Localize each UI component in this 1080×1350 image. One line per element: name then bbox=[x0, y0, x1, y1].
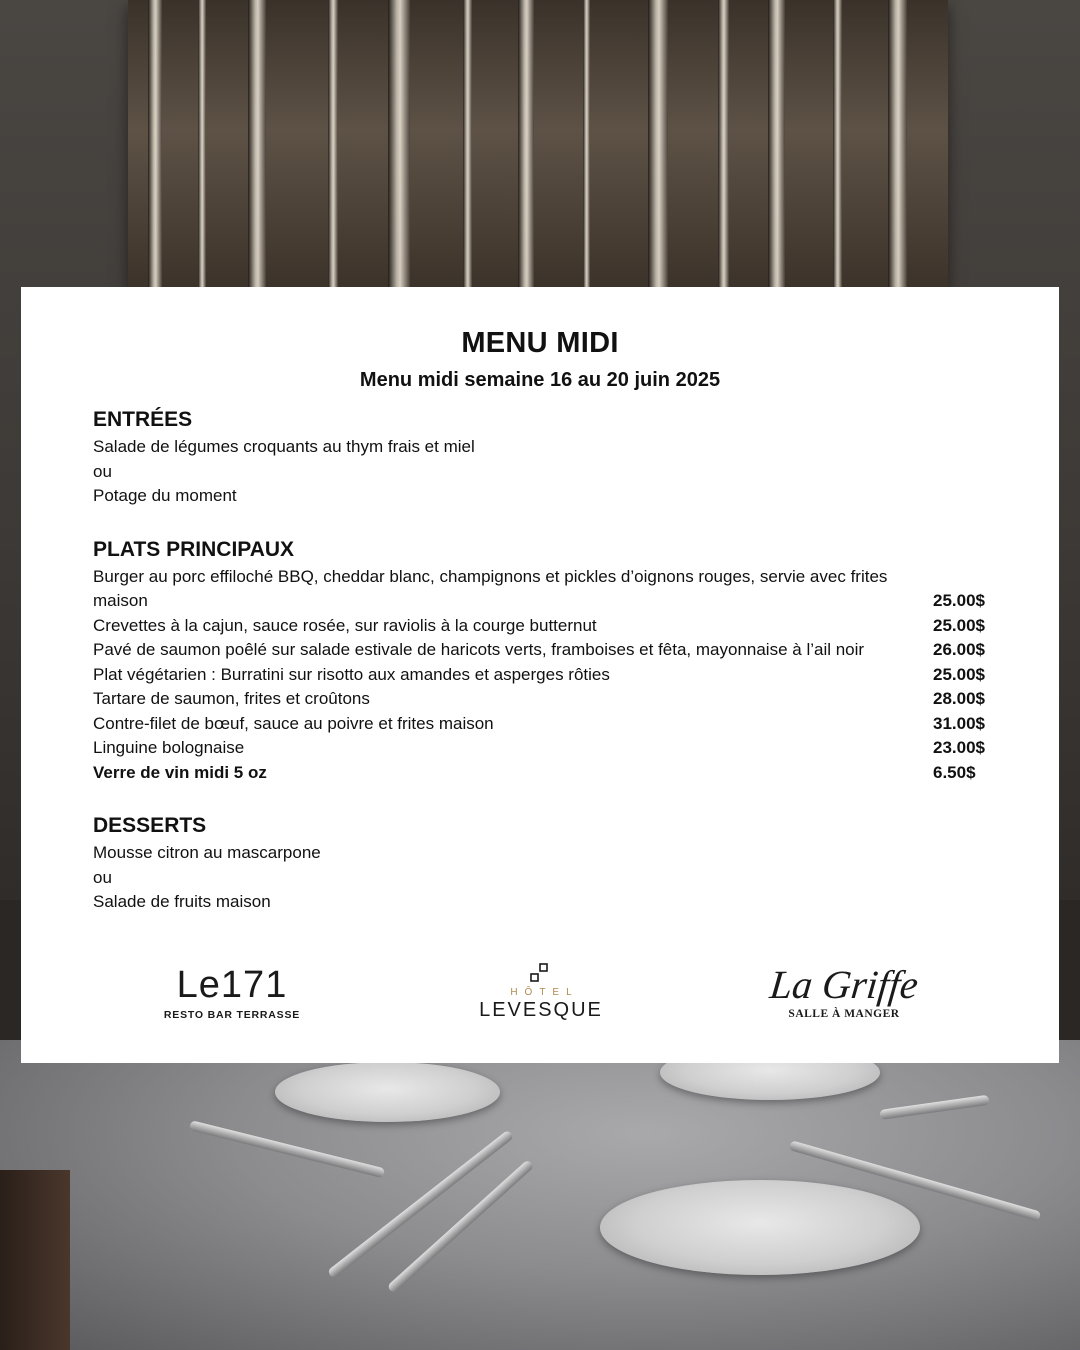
entree-line: Potage du moment bbox=[93, 486, 237, 505]
menu-item bbox=[93, 565, 993, 614]
painting-tree bbox=[833, 0, 842, 290]
saucer bbox=[275, 1062, 500, 1122]
hotel-squares-icon bbox=[526, 963, 556, 985]
menu-card bbox=[21, 287, 1059, 1063]
painting-tree bbox=[518, 0, 534, 290]
menu-item-description: Verre de vin midi 5 oz bbox=[93, 762, 267, 782]
hotel-levesque-logo bbox=[461, 963, 621, 1021]
painting-tree bbox=[648, 0, 668, 290]
menu-item-price: 6.50$ bbox=[933, 762, 976, 782]
painting-tree bbox=[718, 0, 729, 290]
la-griffe-logo bbox=[759, 963, 929, 1020]
menu-item-wine bbox=[93, 761, 993, 786]
section-heading-plats: PLATS PRINCIPAUX bbox=[93, 537, 295, 561]
le171-logo-wordmark: Le171 bbox=[176, 964, 288, 1006]
menu-item-description: Plat végétarien : Burratini sur risotto aux amandes et asperges rôties bbox=[93, 664, 610, 684]
section-heading-desserts: DESSERTS bbox=[93, 814, 207, 837]
menu-item bbox=[93, 663, 993, 688]
dining-table bbox=[0, 1040, 1080, 1350]
dessert-line: Mousse citron au mascarpone bbox=[93, 843, 321, 862]
menu-item-price: 28.00$ bbox=[933, 689, 985, 708]
painting-tree bbox=[388, 0, 410, 290]
menu-content bbox=[93, 405, 993, 915]
la-griffe-logo-tagline: SALLE À MANGER bbox=[788, 1008, 900, 1020]
painting-tree bbox=[888, 0, 907, 290]
menu-item-description: Contre-filet de bœuf, sauce au poivre et frites maison bbox=[93, 713, 494, 733]
dinner-plate bbox=[600, 1180, 920, 1275]
le171-logo bbox=[147, 963, 317, 1021]
menu-subtitle: Menu midi semaine 16 au 20 juin 2025 bbox=[359, 369, 721, 391]
la-griffe-logo-wordmark: La Griffe bbox=[767, 962, 921, 1007]
chair bbox=[0, 1170, 70, 1350]
painting-tree bbox=[463, 0, 472, 290]
painting-tree bbox=[768, 0, 785, 290]
hotel-logo-name: LEVESQUE bbox=[479, 999, 603, 1021]
menu-item-description: Burger au porc effiloché BBQ, cheddar blanc, champignons et pickles d’oignons rouges, servie avec frites maison bbox=[93, 566, 888, 610]
menu-item-description: Linguine bolognaise bbox=[93, 738, 245, 757]
menu-item bbox=[93, 687, 993, 712]
menu-item-price: 31.00$ bbox=[933, 713, 985, 733]
painting-tree bbox=[248, 0, 266, 290]
birch-tree-painting bbox=[128, 0, 948, 290]
menu-item-description: Tartare de saumon, frites et croûtons bbox=[93, 689, 370, 708]
menu-item-price: 25.00$ bbox=[933, 591, 985, 610]
menu-item-price: 25.00$ bbox=[933, 615, 985, 635]
section-heading-entrees: ENTRÉES bbox=[93, 408, 193, 431]
menu-item bbox=[93, 638, 993, 663]
dessert-line: Salade de fruits maison bbox=[93, 892, 271, 911]
menu-item-description: Pavé de saumon poêlé sur salade estivale de haricots verts, framboises et fêta, mayonnaise à l’ail noir bbox=[93, 640, 865, 659]
menu-item bbox=[93, 736, 993, 761]
menu-item-description: Crevettes à la cajun, sauce rosée, sur raviolis à la courge butternut bbox=[93, 615, 597, 635]
painting-tree bbox=[583, 0, 590, 290]
painting-tree bbox=[198, 0, 206, 290]
menu-item-price: 26.00$ bbox=[933, 640, 985, 659]
menu-item bbox=[93, 614, 993, 639]
logo-bar bbox=[21, 963, 1059, 1043]
painting-tree bbox=[328, 0, 338, 290]
menu-item-price: 25.00$ bbox=[933, 664, 985, 684]
menu-title: MENU MIDI bbox=[461, 327, 619, 359]
hotel-logo-small-text: HÔTEL bbox=[510, 987, 579, 998]
menu-item-price: 23.00$ bbox=[933, 738, 985, 757]
painting-tree bbox=[148, 0, 162, 290]
dessert-line: ou bbox=[93, 867, 112, 887]
le171-logo-tagline: RESTO BAR TERRASSE bbox=[163, 1009, 301, 1021]
entree-line: Salade de légumes croquants au thym frais et miel bbox=[93, 437, 475, 456]
menu-item bbox=[93, 712, 993, 737]
entree-line: ou bbox=[93, 461, 112, 481]
